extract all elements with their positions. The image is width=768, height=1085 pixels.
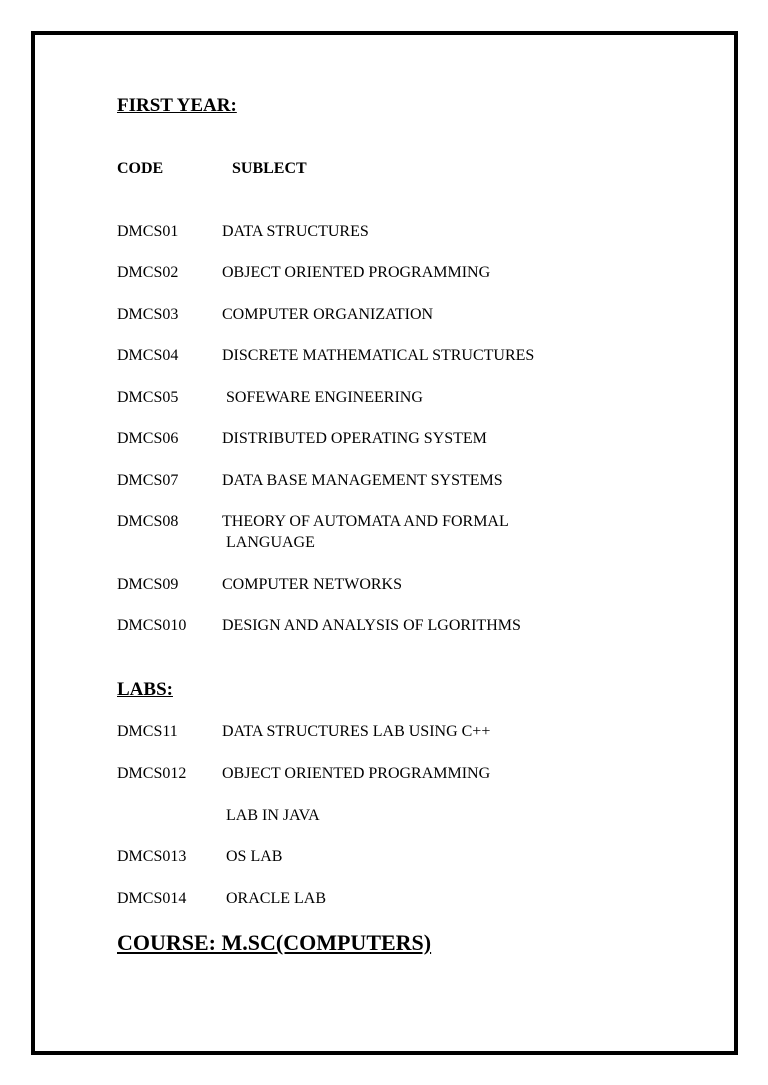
labs-title: LABS: bbox=[117, 679, 173, 700]
lab-row-code: DMCS014 bbox=[117, 890, 187, 907]
lab-row-subject: OBJECT ORIENTED PROGRAMMING bbox=[222, 765, 491, 782]
lab-row-code: DMCS11 bbox=[117, 723, 178, 740]
course-title: COURSE: M.SC(COMPUTERS) bbox=[117, 930, 432, 955]
row-code: DMCS04 bbox=[117, 347, 179, 364]
lab-row-subject: ORACLE LAB bbox=[226, 890, 326, 907]
row-code: DMCS06 bbox=[117, 430, 179, 447]
row-code: DMCS010 bbox=[117, 617, 187, 634]
row-code: DMCS01 bbox=[117, 223, 179, 240]
row-subject: OBJECT ORIENTED PROGRAMMING bbox=[222, 264, 491, 281]
first-year-title: FIRST YEAR: bbox=[117, 95, 237, 116]
lab-row-code: DMCS012 bbox=[117, 765, 187, 782]
row-code: DMCS07 bbox=[117, 472, 179, 489]
row-subject: THEORY OF AUTOMATA AND FORMAL bbox=[222, 513, 509, 530]
row-code: DMCS02 bbox=[117, 264, 179, 281]
code-column-header: CODE bbox=[117, 160, 164, 177]
row-subject: DISCRETE MATHEMATICAL STRUCTURES bbox=[222, 347, 535, 364]
row-subject: SOFEWARE ENGINEERING bbox=[226, 389, 423, 406]
row-subject: COMPUTER ORGANIZATION bbox=[222, 306, 434, 323]
row-subject: DATA STRUCTURES bbox=[222, 223, 369, 240]
row-subject: DISTRIBUTED OPERATING SYSTEM bbox=[222, 430, 487, 447]
row-subject: DESIGN AND ANALYSIS OF LGORITHMS bbox=[222, 617, 521, 634]
row-code: DMCS09 bbox=[117, 576, 179, 593]
row-subject: COMPUTER NETWORKS bbox=[222, 576, 403, 593]
subject-column-header: SUBLECT bbox=[232, 160, 307, 177]
row-subject: DATA BASE MANAGEMENT SYSTEMS bbox=[222, 472, 503, 489]
row-code: DMCS03 bbox=[117, 306, 179, 323]
lab-row-subject: OS LAB bbox=[226, 848, 283, 865]
row-subject-continuation: LANGUAGE bbox=[226, 534, 315, 551]
lab-row-subject-continuation: LAB IN JAVA bbox=[226, 807, 320, 824]
lab-row-subject: DATA STRUCTURES LAB USING C++ bbox=[222, 723, 491, 740]
lab-row-code: DMCS013 bbox=[117, 848, 187, 865]
row-code: DMCS08 bbox=[117, 513, 179, 530]
row-code: DMCS05 bbox=[117, 389, 179, 406]
